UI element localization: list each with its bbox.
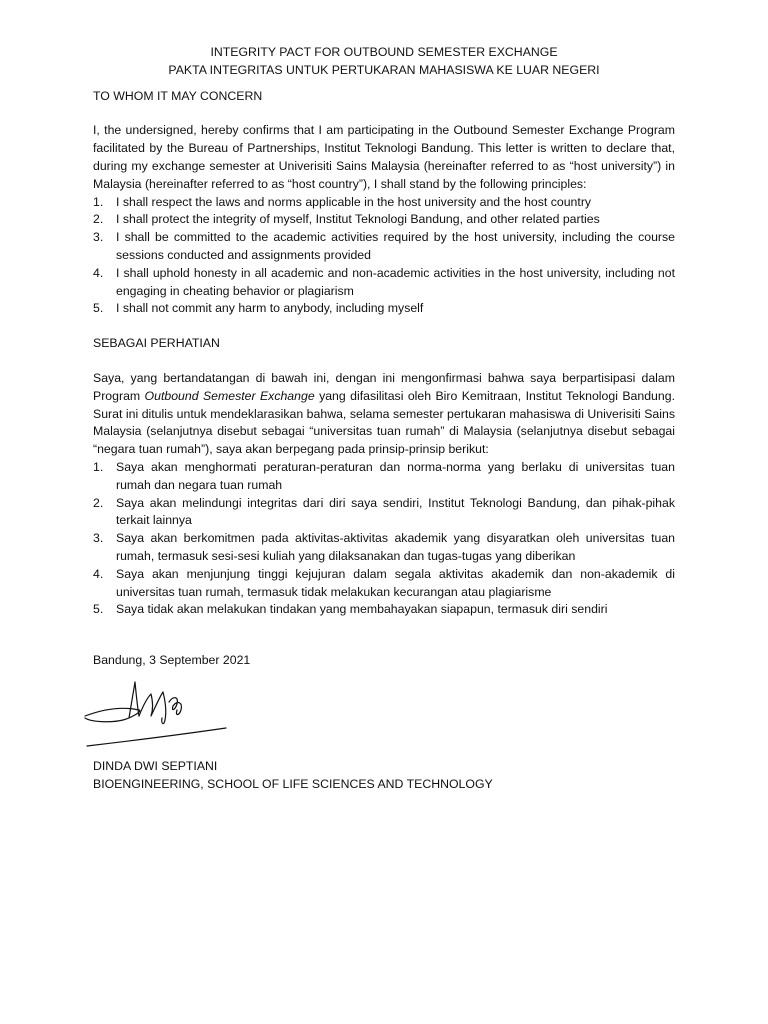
principles-list-english <box>93 194 675 319</box>
principle-item: 1. I shall respect the laws and norms applicable in the host university and the host country <box>93 194 592 209</box>
principle-item: 2. Saya akan melindungi integritas dari diri saya sendiri, Institut Teknologi Bandung, dan pihak-pihak terkait lainnya <box>93 495 675 528</box>
principle-item: 1. Saya akan menghormati peraturan-peraturan dan norma-norma yang berlaku di universitas tuan rumah dan negara tuan rumah <box>93 459 675 492</box>
signer-faculty: BIOENGINEERING, SCHOOL OF LIFE SCIENCES AND TECHNOLOGY <box>93 776 493 791</box>
place-and-date: Bandung, 3 September 2021 <box>93 653 251 668</box>
declaration-paragraph-indonesian: Saya, yang bertandatangan di bawah ini, dengan ini mengonfirmasi bahwa saya berpartisipasi dalam Program Outbound Semester Exchange yang difasilitasi oleh Biro Kemitraan, Institut Teknologi Bandung. Surat ini ditulis untuk mendeklarasikan bahwa, selama semester pertukaran mahasiswa di Univerisiti Sains Malaysia (selanjutnya disebut sebagai “universitas tuan rumah” di Malaysia (selanjutnya disebut sebagai “negara tuan rumah”), saya akan berpegang pada prinsip-prinsip berikut: <box>93 370 675 457</box>
salutation-indonesian: SEBAGAI PERHATIAN <box>93 336 220 351</box>
principle-item: 3. Saya akan berkomitmen pada aktivitas-aktivitas akademik yang disyaratkan oleh universitas tuan rumah, termasuk sesi-sesi kuliah yang dilaksanakan dan tugas-tugas yang diberikan <box>93 531 675 563</box>
principle-item: 4. I shall uphold honesty in all academic and non-academic activities in the host university, including not engaging in cheating behavior or plagiarism <box>93 265 675 298</box>
declaration-paragraph-english: I, the undersigned, hereby confirms that I am participating in the Outbound Semester Exchange Program facilitated by the Bureau of Partnerships, Institut Teknologi Bandung. This letter is written to declare that, during my exchange semester at Univerisiti Sains Malaysia (hereinafter referred to as “host university”) in Malaysia (hereinafter referred to as “host country”), I shall stand by the following principles: <box>93 123 675 191</box>
title-indonesian: PAKTA INTEGRITAS UNTUK PERTUKARAN MAHASISWA KE LUAR NEGERI <box>168 62 600 77</box>
principle-item: 2. I shall protect the integrity of myself, Institut Teknologi Bandung, and other related parties <box>93 212 600 227</box>
signer-name: DINDA DWI SEPTIANI <box>93 758 218 773</box>
principle-item: 5. Saya tidak akan melakukan tindakan yang membahayakan siapapun, termasuk diri sendiri <box>93 602 608 617</box>
principle-item: 4. Saya akan menjunjung tinggi kejujuran dalam segala aktivitas akademik dan non-akademik di universitas tuan rumah, termasuk tidak melakukan kecurangan atau plagiarisme <box>93 566 675 599</box>
program-name-italic: Outbound Semester Exchange <box>144 388 315 403</box>
principle-item: 5. I shall not commit any harm to anybody, including myself <box>93 301 424 316</box>
letter-body <box>93 44 675 794</box>
handwritten-signature <box>81 676 231 756</box>
principles-list-indonesian <box>93 459 675 619</box>
principle-item: 3. I shall be committed to the academic activities required by the host university, including the course sessions conducted and assignments provided <box>93 230 675 262</box>
salutation-english: TO WHOM IT MAY CONCERN <box>93 88 263 103</box>
title-english: INTEGRITY PACT FOR OUTBOUND SEMESTER EXCHANGE <box>210 45 558 59</box>
